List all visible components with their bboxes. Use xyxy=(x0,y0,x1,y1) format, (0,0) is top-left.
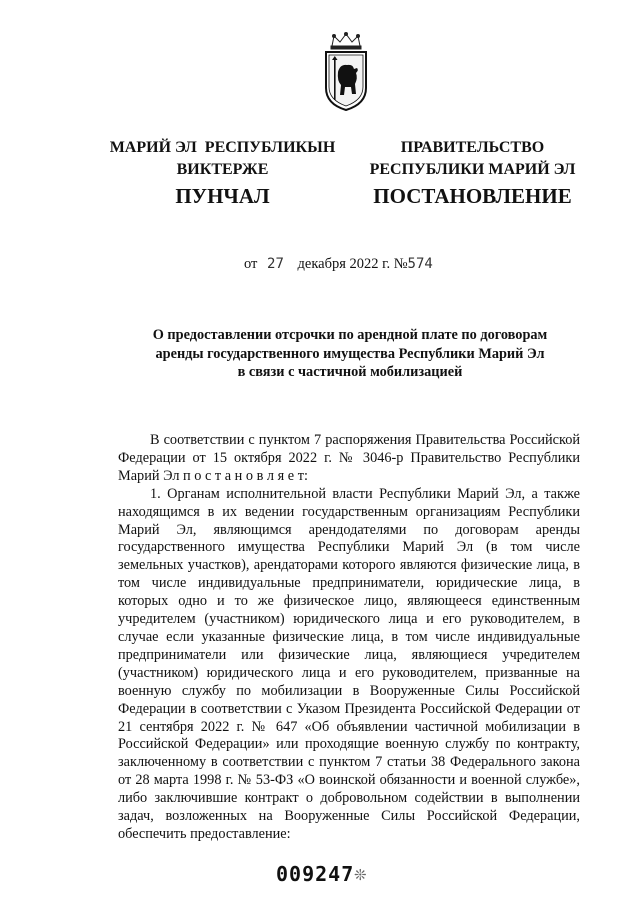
header-right-line1: ПРАВИТЕЛЬСТВО xyxy=(400,139,545,156)
header-right-title xyxy=(365,137,580,181)
doc-type-mari: ПУНЧАЛ xyxy=(175,184,270,208)
document-title xyxy=(120,326,580,382)
coat-of-arms-icon xyxy=(320,32,372,112)
title-line3: в связи с частичной мобилизацией xyxy=(237,364,463,380)
header-left-line2: ВИКТЕРЖЕ xyxy=(176,161,269,178)
body-paragraph-preamble: В соответствии с пунктом 7 распоряжения Правительства Российской Федерации от 15 октября 2022 г. № 3046-р Правительство Республики Марий Эл п о с т а н о в л я е т: xyxy=(118,432,580,484)
title-line1: О предоставлении отсрочки по арендной плате по договорам xyxy=(152,327,548,343)
document-body xyxy=(118,432,580,844)
date-day: 27 xyxy=(267,256,284,272)
date-month-year: декабря 2022 г. № xyxy=(297,256,408,272)
asterisk-mark-icon: ❊ xyxy=(354,868,367,884)
title-line2: аренды государственного имущества Республики Марий Эл xyxy=(155,345,545,362)
header-left-title xyxy=(100,137,345,181)
document-number: 574 xyxy=(407,256,433,272)
doc-type-russian: ПОСТАНОВЛЕНИЕ xyxy=(373,184,572,208)
body-paragraph-1: 1. Органам исполнительной власти Республики Марий Эл, а также находящимся в их ведении государственным организациям Республики Марий Эл, являющимся арендодателями по договорам аренды государственного имущества Республики Марий Эл (в том числе земельных участков), арендаторами которого являются физические лица, в том числе индивидуальные предприниматели, юридические лица, в которых одно и то же физическое лицо, являющееся единственным учредителем (участником) юридического лица и его руководителем, в случае если указанные физические лица, в том числе индивидуальные предприниматели или физические лица, являющиеся учредителем (участником) юридического лица и его руководителем, призванные на военную службу по мобилизации в Вооруженные Силы Российской Федерации в соответствии с Указом Президента Российской Федерации от 21 сентября 2022 г. № 647 «Об объявлении частичной мобилизации в Российской Федерации» или проходящие военную службу по контракту, заключенному в соответствии с пунктом 7 статьи 38 Федерального закона от 28 марта 1998 г. № 53-ФЗ «О воинской обязанности и военной службе», либо заключившие контракт о добровольном содействии в выполнении задач, возложенных на Вооруженные Силы Российской Федерации, обеспечить предоставление: xyxy=(118,485,580,842)
date-prefix: от xyxy=(244,256,258,272)
header-left-line1: МАРИЙ ЭЛ РЕСПУБЛИКЫН xyxy=(109,139,336,156)
header-right-line2: РЕСПУБЛИКИ МАРИЙ ЭЛ xyxy=(369,161,576,178)
serial-number: 009247 xyxy=(276,862,355,886)
date-line xyxy=(244,256,433,273)
